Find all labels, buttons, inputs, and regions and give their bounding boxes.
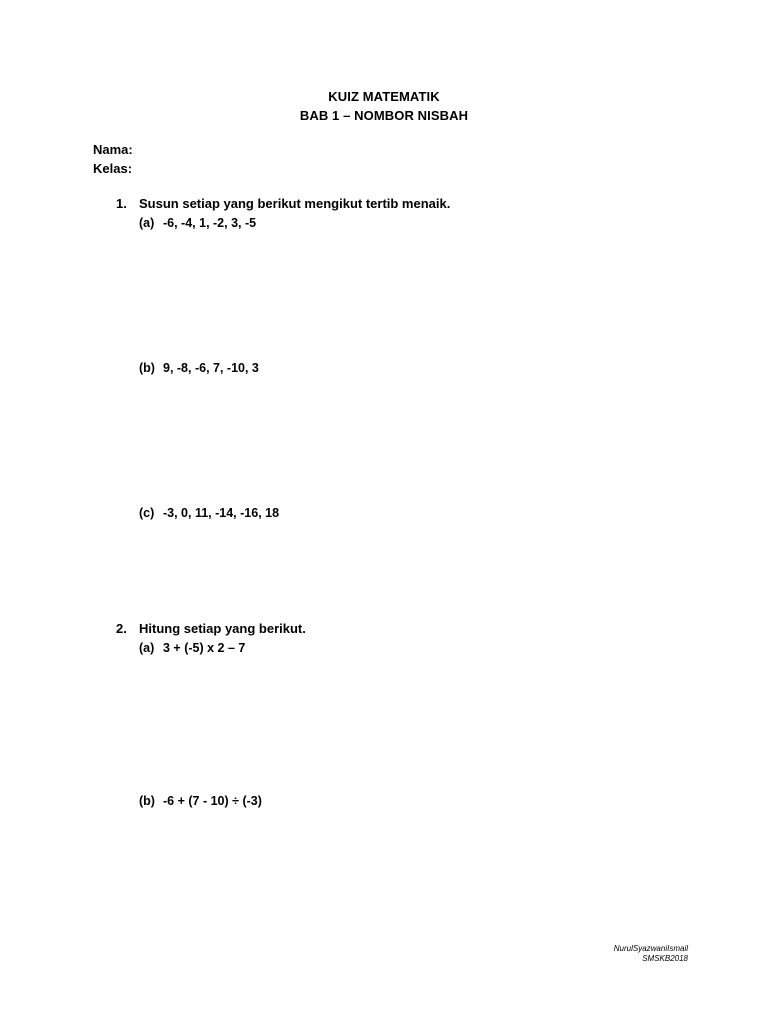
question-2b-label: (b) bbox=[139, 794, 155, 808]
question-2a-label: (a) bbox=[139, 641, 155, 655]
question-1c bbox=[139, 506, 279, 520]
question-2-text: Hitung setiap yang berikut. bbox=[139, 621, 306, 636]
question-2b bbox=[139, 794, 262, 808]
question-2a-content: 3 + (-5) x 2 – 7 bbox=[163, 641, 246, 655]
question-1a-label: (a) bbox=[139, 216, 155, 230]
footer-school: SMSKB2018 bbox=[642, 954, 688, 963]
question-1c-content: -3, 0, 11, -14, -16, 18 bbox=[163, 506, 280, 520]
quiz-subtitle: BAB 1 – NOMBOR NISBAH bbox=[299, 108, 469, 123]
name-label: Nama: bbox=[93, 142, 133, 157]
question-1-number: 1. bbox=[116, 196, 127, 211]
class-label: Kelas: bbox=[93, 161, 133, 176]
footer-author: NurulSyazwaniIsmail bbox=[613, 944, 688, 953]
quiz-title: KUIZ MATEMATIK bbox=[328, 89, 440, 104]
question-1b bbox=[139, 361, 259, 375]
question-2-number: 2. bbox=[116, 621, 127, 636]
question-1c-label: (c) bbox=[139, 506, 155, 520]
question-1-text: Susun setiap yang berikut mengikut tertib menaik. bbox=[139, 196, 451, 211]
question-2a bbox=[139, 641, 245, 655]
question-1b-content: 9, -8, -6, 7, -10, 3 bbox=[163, 361, 259, 375]
question-1a bbox=[139, 216, 256, 230]
question-1a-content: -6, -4, 1, -2, 3, -5 bbox=[163, 216, 257, 230]
question-2b-content: -6 + (7 - 10) ÷ (-3) bbox=[163, 794, 262, 808]
question-1b-label: (b) bbox=[139, 361, 155, 375]
